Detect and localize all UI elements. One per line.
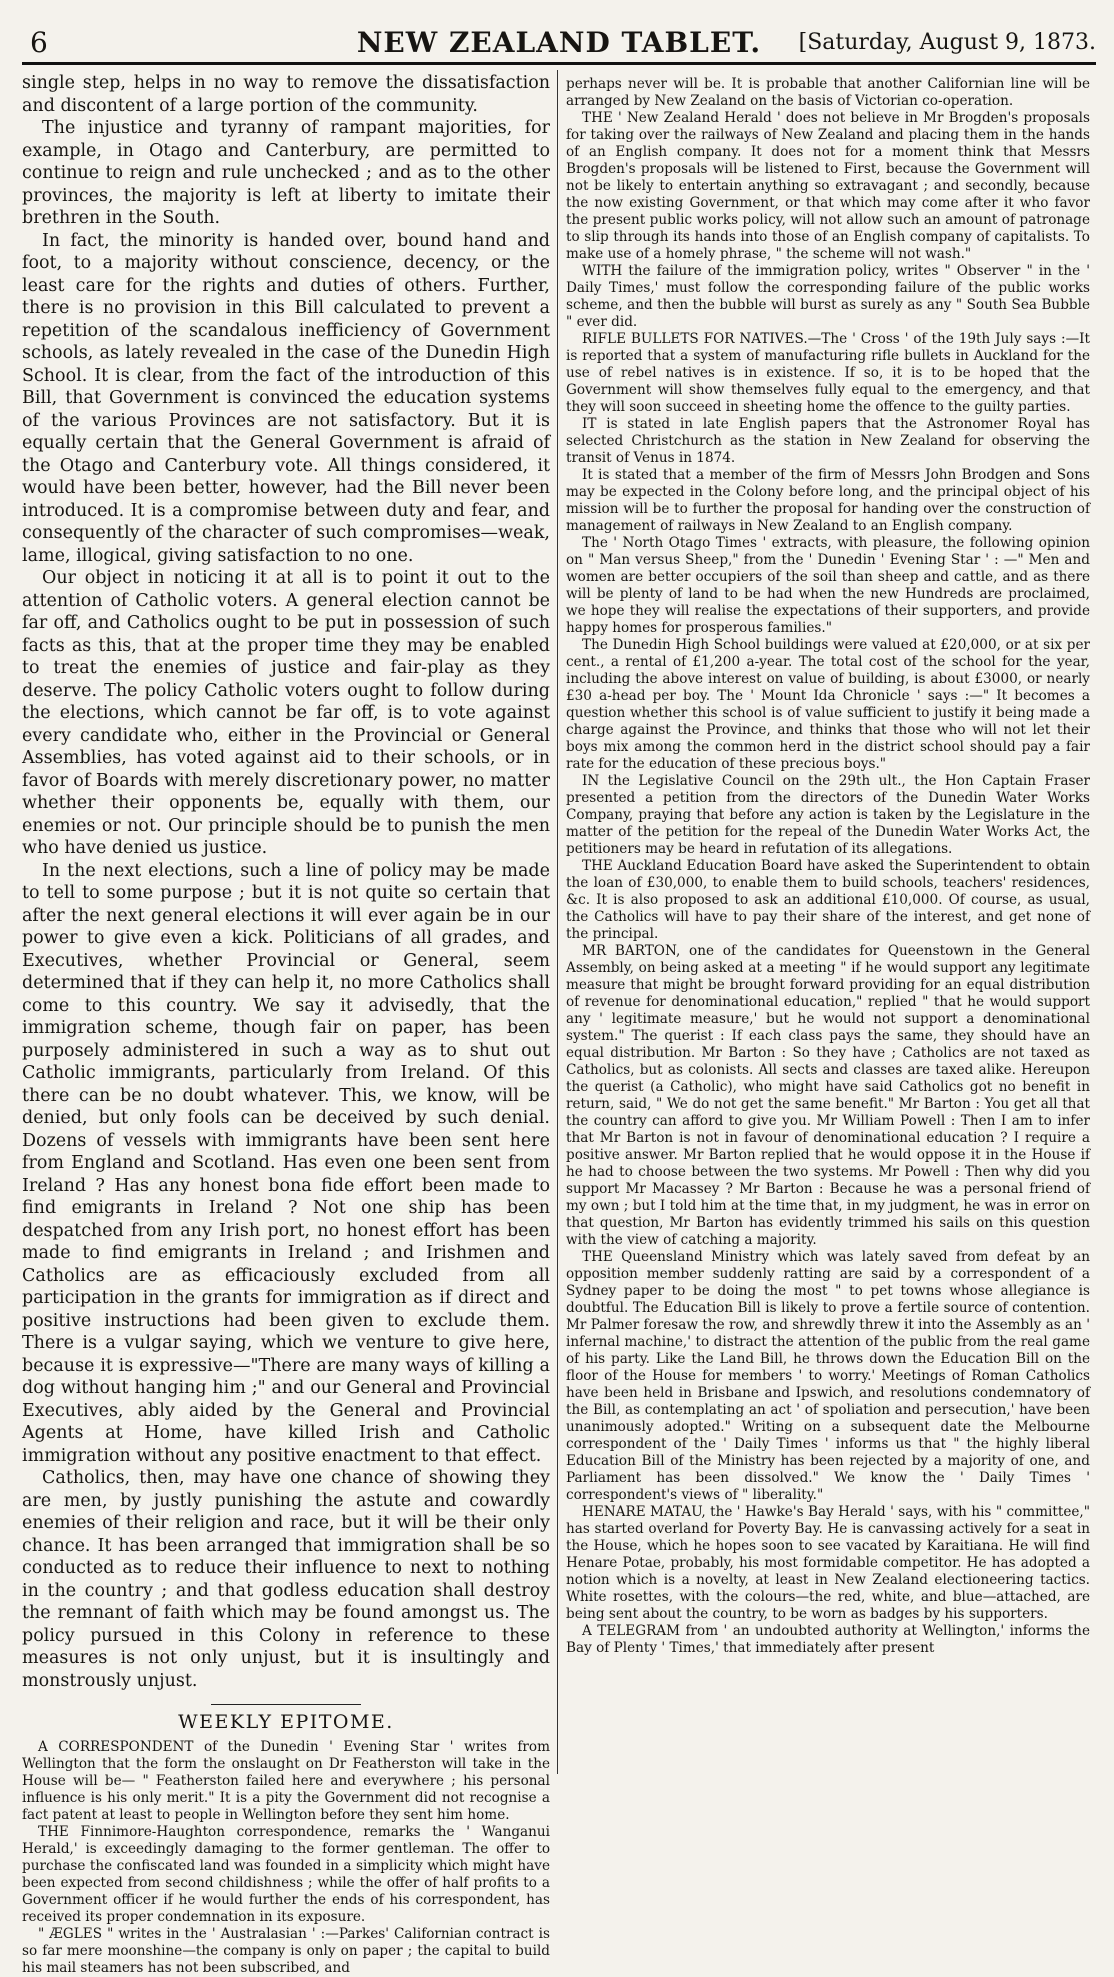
column-divider <box>557 70 558 1774</box>
page-number: 6 <box>30 26 48 59</box>
news-item: IT is stated in late English papers that the Astronomer Royal has selected Christchurch as the station in New Zealand for observing the transit of Venus in 1874. <box>566 416 1090 466</box>
news-item: A CORRESPONDENT of the Dunedin ' Evening Star ' writes from Wellington that the form the onslaught on Dr Featherston will take in the House will be— " Featherston failed here and everywhere ; his personal influence is his only merit." It is a pity the Government did not recognise a fact patent at least to people in Wellington before they sent him home. <box>22 1739 550 1823</box>
news-item: perhaps never will be. It is probable that another Californian line will be arranged by New Zealand on the basis of Victorian co-operation. <box>566 76 1090 109</box>
news-item: THE ' New Zealand Herald ' does not believe in Mr Brogden's proposals for taking over the railways of New Zealand and placing them in the hands of an English company. It does not for a moment think that Messrs Brogden's proposals will be listened to First, because the Government will not be likely to entertain anything so extravagant ; and secondly, because the now existing Government, or that which may come after it who favor the present public works policy, will not allow such an amount of patronage to slip through its hands into those of an English company of capitalists. To make use of a homely phrase, " the scheme will not wash." <box>566 110 1090 262</box>
news-item: WITH the failure of the immigration policy, writes " Observer " in the ' Daily Times,' must follow the corresponding failure of the public works scheme, and then the bubble will burst as surely as any " South Sea Bubble " ever did. <box>566 263 1090 330</box>
epitome-section <box>22 1739 550 1977</box>
news-item: The ' North Otago Times ' extracts, with pleasure, the following opinion on " Man versus Sheep," from the ' Dunedin ' Evening Star ' : —" Men and women are better occupiers of the soil than sheep and cattle, and as there will be plenty of land to be had when the new Hundreds are proclaimed, we hope they will realise the expectations of their supporters, and provide happy homes for prosperous families." <box>566 535 1090 636</box>
right-column <box>566 76 1090 1772</box>
news-item: THE Auckland Education Board have asked the Superintendent to obtain the loan of £30,000, to enable them to build schools, teachers' residences, &c. It is also proposed to ask an additional £10,000. Of course, as usual, the Catholics will have to pay their share of the interest, and get none of the principal. <box>566 858 1090 942</box>
news-item: RIFLE BULLETS FOR NATIVES.—The ' Cross ' of the 19th July says :—It is reported that a system of manufacturing rifle bullets in Auckland for the use of rebel natives is in existence. If so, it is to be hoped that the Government will show themselves fully equal to the emergency, and that they will soon succeed in sheeting home the offence to the guilty parties. <box>566 331 1090 415</box>
issue-date: [Saturday, August 9, 1873. <box>798 30 1096 55</box>
article-paragraph: Our object in noticing it at all is to point it out to the attention of Catholic voters. A general election cannot be far off, and Catholics ought to be put in possession of such facts as this, that at the proper time they may be enabled to treat the enemies of justice and fair-play as they deserve. The policy Catholic voters ought to follow during the elections, which cannot be far off, is to vote against every candidate who, either in the Provincial or General Assemblies, has voted against aid to their schools, or in favor of Boards with merely discretionary power, no matter whether their opponents be, equally with them, our enemies or not. Our principle should be to punish the men who have denied us justice. <box>22 568 550 858</box>
masthead-rule <box>22 62 1096 65</box>
editorial-article <box>22 72 550 1692</box>
news-item: IN the Legislative Council on the 29th ult., the Hon Captain Fraser presented a petition from the directors of the Dunedin Water Works Company, praying that before any action is taken by the Legislature in the matter of the petition for the repeal of the Dunedin Water Works Act, the petitioners may be heard in refutation of its allegations. <box>566 773 1090 857</box>
masthead <box>22 20 1096 60</box>
news-item: It is stated that a member of the firm of Messrs John Brodgen and Sons may be expected in the Colony before long, and the principal object of his mission will be to further the proposal for handing over the construction of management of railways in New Zealand to an English company. <box>566 467 1090 534</box>
article-paragraph: In the next elections, such a line of policy may be made to tell to some purpose ; but it is not quite so certain that after the next general elections it will ever again be in our power to give even a kick. Politicians of all grades, and Executives, whether Provincial or General, seem determined that if they can help it, no more Catholics shall come to this country. We say it advisedly, that the immigration scheme, though fair on paper, has been purposely administered in such a way as to shut out Catholic immigrants, particularly from Ireland. Of this there can be no doubt whatever. This, we know, will be denied, but only fools can be deceived by such denial. Dozens of vessels with immigrants have been sent here from England and Scotland. Has even one been sent from Ireland ? Has any honest bona fide effort been made to find emigrants in Ireland ? Not one ship has been despatched from any Irish port, no honest effort has been made to find emigrants in Ireland ; and Irishmen and Catholics are as efficaciously excluded from all participation in the grants for immigration as if direct and positive instructions had been given to exclude them. There is a vulgar saying, which we venture to give here, because it is expressive—"There are many ways of killing a dog without hanging him ;" and our General and Provincial Executives, ably aided by the General and Provincial Agents at Home, have killed Irish and Catholic immigration without any positive enactment to that effect. <box>22 860 550 1466</box>
section-heading: WEEKLY EPITOME. <box>22 1704 550 1733</box>
news-item: The Dunedin High School buildings were valued at £20,000, or at six per cent., a rental of £1,200 a-year. The total cost of the school for the year, including the above interest on value of building, is about £3000, or nearly £30 a-head per boy. The ' Mount Ida Chronicle ' says :—" It becomes a question whether this school is of value sufficient to justify it being made a charge against the Province, and thinks that those who will not let their boys mix among the common herd in the district school should pay a fair rate for the education of these precious boys." <box>566 637 1090 772</box>
news-item: " ÆGLES " writes in the ' Australasian ' :—Parkes' Californian contract is so far mere moonshine—the company is only on paper ; the capital to build his mail steamers has not been subscribed, and <box>22 1926 550 1976</box>
newspaper-title: NEW ZEALAND TABLET. <box>356 26 762 59</box>
left-column <box>22 72 550 1976</box>
news-item: THE Finnimore-Haughton correspondence, remarks the ' Wanganui Herald,' is exceedingly damaging to the former gentleman. The offer to purchase the confiscated land was founded in a simplicity which might have been expected from second childishness ; while the offer of half profits to a Government officer if he would further the ends of his correspondent, has received its proper condemnation in its exposure. <box>22 1824 550 1925</box>
article-paragraph: single step, helps in no way to remove the dissatisfaction and discontent of a large portion of the community. <box>22 73 550 116</box>
news-item: MR BARTON, one of the candidates for Queenstown in the General Assembly, on being asked at a meeting " if he would support any legitimate measure that might be brought forward providing for an equal distribution of revenue for denominational education," replied " that he would support any ' legitimate measure,' but he would not support a denominational system." The querist : If each class pays the same, they should have an equal distribution. Mr Barton : So they have ; Catholics are not taxed as Catholics, but as colonists. All sects and classes are taxed alike. Hereupon the querist (a Catholic), who might have said Catholics got no benefit in return, said, " We do not get the same benefit." Mr Barton : You get all that the country can afford to give you. Mr William Powell : Then I am to infer that Mr Barton is not in favour of denominational education ? I require a positive answer. Mr Barton replied that he would oppose it in the House if he had to choose between the two systems. Mr Powell : Then why did you support Mr Macassey ? Mr Barton : Because he was a personal friend of my own ; but I told him at the time that, in my judgment, he was in error on that question, Mr Barton has evidently trimmed his sails on this question with the view of catching a majority. <box>566 943 1090 1248</box>
article-paragraph: The injustice and tyranny of rampant majorities, for example, in Otago and Canterbury, are permitted to continue to reign and rule unchecked ; and as to the other provinces, the majority is left at liberty to imitate their brethren in the South. <box>22 118 550 228</box>
news-item: A TELEGRAM from ' an undoubted authority at Wellington,' informs the Bay of Plenty ' Times,' that immediately after present <box>566 1623 1090 1656</box>
news-item: HENARE MATAU, the ' Hawke's Bay Herald ' says, with his " committee," has started overland for Poverty Bay. He is canvassing actively for a seat in the House, which he hopes soon to see vacated by Karaitiana. He will find Henare Potae, probably, his most formidable competitor. He has adopted a notion which is a novelty, at least in New Zealand electioneering tactics. White rosettes, with the colours—the red, white, and blue—attached, are being sent about the country, to be worn as badges by his supporters. <box>566 1504 1090 1622</box>
news-item: THE Queensland Ministry which was lately saved from defeat by an opposition member suddenly ratting are said by a correspondent of a Sydney paper to be doing the most " to pet towns whose allegiance is doubtful. The Education Bill is likely to prove a fertile source of contention. Mr Palmer foresaw the row, and shrewdly threw it into the Assembly as an ' infernal machine,' to distract the attention of the public from the real game of his party. Like the Land Bill, he throws down the Education Bill on the floor of the House for members ' to worry.' Meetings of Roman Catholics have been held in Brisbane and Ipswich, and resolutions condemnatory of the Bill, as contemplating an act ' of spoliation and persecution,' have been unanimously adopted." Writing on a subsequent date the Melbourne correspondent of the ' Daily Times ' informs us that " the highly liberal Education Bill of the Ministry has been rejected by a majority of one, and Parliament has been dissolved." We know the ' Daily Times ' correspondent's views of " liberality." <box>566 1249 1090 1503</box>
article-paragraph: In fact, the minority is handed over, bound hand and foot, to a majority without conscience, decency, or the least care for the rights and duties of others. Further, there is no provision in this Bill calculated to prevent a repetition of the scandalous inefficiency of Government schools, as lately revealed in the case of the Dunedin High School. It is clear, from the fact of the introduction of this Bill, that Government is convinced the education systems of the various Provinces are not satisfactory. But it is equally certain that the General Government is afraid of the Otago and Canterbury vote. All things considered, it would have been better, however, had the Bill never been introduced. It is a compromise between duty and fear, and consequently of the character of such compromises—weak, lame, illogical, giving satisfaction to no one. <box>22 230 550 566</box>
article-paragraph: Catholics, then, may have one chance of showing they are men, by justly punishing the astute and cowardly enemies of their religion and race, but it will be their only chance. It has been arranged that immigration shall be so conducted as to reduce their influence to next to nothing in the country ; and that godless education shall destroy the remnant of faith which may be found amongst us. The policy pursued in this Colony in reference to these measures is not only unjust, but it is insultingly and monstrously unjust. <box>22 1468 550 1691</box>
